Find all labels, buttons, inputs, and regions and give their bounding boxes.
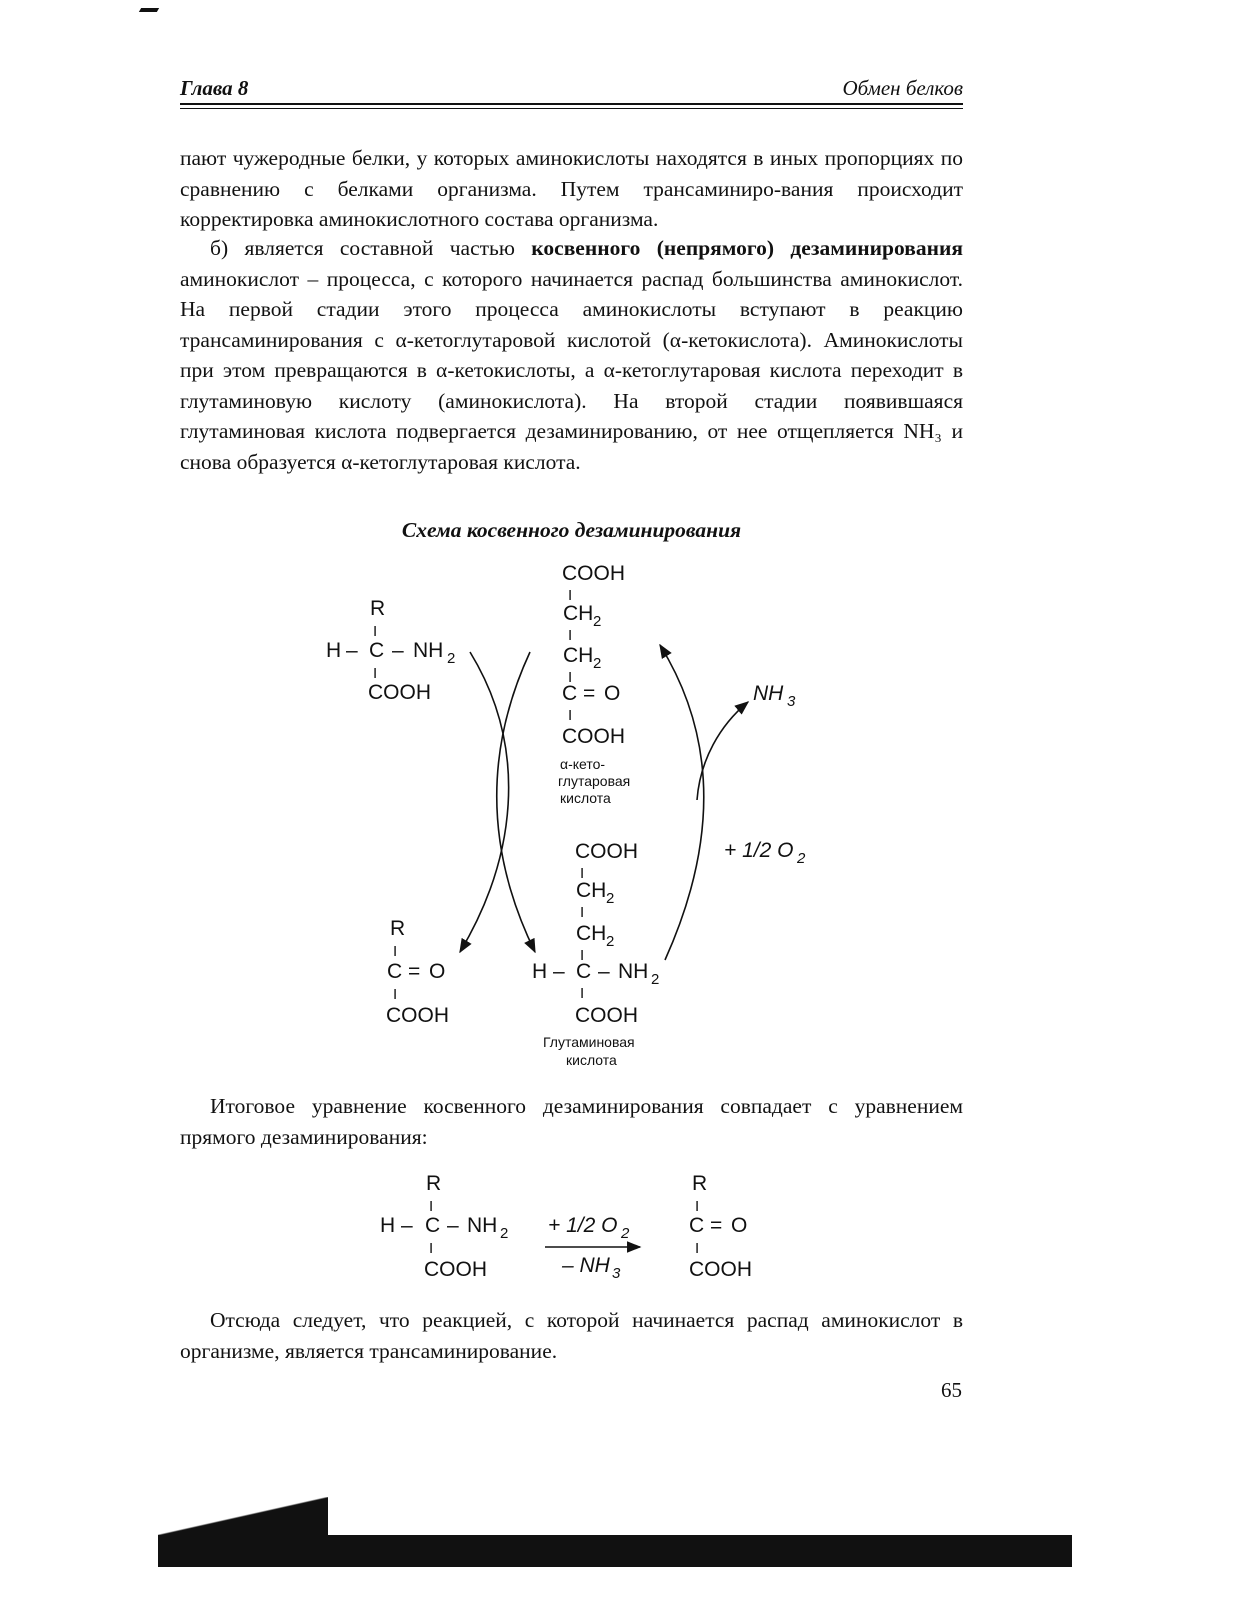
svg-text:NH: NH — [413, 639, 444, 662]
svg-text:I: I — [429, 1240, 434, 1257]
svg-text:–: – — [598, 960, 610, 983]
scan-edge-bar — [158, 1535, 1072, 1567]
svg-text:=: = — [408, 960, 421, 983]
svg-text:2: 2 — [593, 655, 602, 672]
page-number: 65 — [941, 1378, 962, 1402]
svg-text:I: I — [568, 627, 573, 644]
svg-text:NH: NH — [753, 682, 784, 705]
svg-text:I: I — [695, 1198, 700, 1215]
svg-text:–: – — [447, 1214, 459, 1237]
arrow-nh3-release — [697, 702, 748, 800]
paragraph-conclusion: Отсюда следует, что реакцией, с которой начинается распад аминокислот в организме, является трансаминирование. — [180, 1308, 963, 1363]
glutamate-formula — [532, 840, 659, 1027]
svg-text:C: C — [562, 682, 578, 705]
svg-text:+ 1/2 O: + 1/2 O — [724, 839, 794, 862]
svg-text:2: 2 — [797, 850, 806, 867]
svg-text:кислота: кислота — [566, 1052, 617, 1068]
nh3-label — [753, 682, 796, 710]
svg-text:I: I — [373, 623, 378, 640]
svg-text:O: O — [731, 1214, 748, 1237]
glutamate-caption — [543, 1034, 635, 1068]
alpha-ketoglutarate-caption — [558, 756, 630, 806]
svg-text:O: O — [604, 682, 621, 705]
svg-text:COOH: COOH — [562, 725, 625, 748]
svg-text:I: I — [568, 587, 573, 604]
alpha-ketoglutarate-formula — [562, 562, 625, 748]
svg-text:CH: CH — [576, 879, 607, 902]
svg-text:CH: CH — [563, 602, 594, 625]
svg-text:I: I — [393, 943, 398, 960]
paragraph-body: аминокислот – процесса, с которого начинается распад большинства аминокислот. На первой стадии этого процесса аминокислоты вступают в реакцию трансаминирования с α-кетоглутаровой кислотой (α-кетокислота). Аминокислоты при этом превращаются в α-кетокислоты, а α-кетоглутаровая кислота переходит в глутаминовую кислоту (аминокислота). На второй стадии появившаяся глутаминовая кислота подвергается дезаминированию, от нее отщепляется NH₃ и снова образуется α-кетоглутаровая кислота. — [180, 266, 963, 474]
svg-text:C: C — [369, 639, 385, 662]
equation-product — [689, 1172, 752, 1281]
amino-acid-formula — [326, 597, 455, 704]
svg-text:–: – — [553, 960, 565, 983]
svg-text:+ 1/2 O: + 1/2 O — [548, 1214, 618, 1237]
svg-text:NH: NH — [618, 960, 649, 983]
svg-text:C: C — [425, 1214, 441, 1237]
keto-acid-formula — [386, 917, 449, 1027]
term-indirect-deamination: косвенного (непрямого) дезаминирования — [531, 236, 963, 260]
scheme-title: Схема косвенного дезаминирования — [401, 518, 742, 542]
arrow-glutamate-to-ketoglutarate — [660, 645, 704, 960]
paragraph-lead: б) является составной частью — [210, 236, 532, 260]
svg-text:COOH: COOH — [386, 1004, 449, 1027]
svg-text:I: I — [373, 665, 378, 682]
svg-text:I: I — [568, 669, 573, 686]
svg-text:2: 2 — [621, 1225, 630, 1242]
svg-text:I: I — [580, 947, 585, 964]
svg-text:3: 3 — [612, 1265, 621, 1282]
svg-text:C: C — [689, 1214, 705, 1237]
svg-text:H: H — [326, 639, 342, 662]
svg-text:R: R — [426, 1172, 442, 1195]
svg-text:R: R — [390, 917, 406, 940]
svg-text:2: 2 — [606, 890, 615, 907]
svg-text:COOH: COOH — [575, 840, 638, 863]
oxygen-label — [724, 839, 806, 867]
svg-text:CH: CH — [576, 922, 607, 945]
svg-text:=: = — [710, 1214, 723, 1237]
svg-text:–: – — [401, 1214, 413, 1237]
svg-text:R: R — [692, 1172, 708, 1195]
svg-text:2: 2 — [651, 971, 660, 988]
svg-text:2: 2 — [606, 933, 615, 950]
svg-text:I: I — [580, 985, 585, 1002]
svg-text:I: I — [580, 865, 585, 882]
equation-reactant — [380, 1172, 508, 1281]
svg-text:–: – — [392, 639, 404, 662]
svg-text:H: H — [380, 1214, 396, 1237]
section-label: Обмен белков — [842, 76, 963, 100]
svg-text:H: H — [532, 960, 548, 983]
svg-text:C: C — [576, 960, 592, 983]
paragraph-summary-equation: Итоговое уравнение косвенного дезаминирования совпадает с уравнением прямого дезаминирования: — [180, 1094, 963, 1149]
svg-text:α-кето-: α-кето- — [560, 756, 606, 772]
svg-text:O: O — [429, 960, 446, 983]
paragraph-transamination-continued: пают чужеродные белки, у которых аминокислоты находятся в иных пропорциях по сравнению с белками организма. Путем трансаминиро-вания происходит корректировка аминокислотного состава организма. — [180, 146, 963, 231]
svg-text:I: I — [429, 1198, 434, 1215]
svg-text:2: 2 — [593, 613, 602, 630]
svg-text:COOH: COOH — [562, 562, 625, 585]
svg-text:COOH: COOH — [689, 1258, 752, 1281]
svg-text:I: I — [580, 904, 585, 921]
svg-text:3: 3 — [787, 693, 796, 710]
svg-text:I: I — [393, 986, 398, 1003]
svg-text:Глутаминовая: Глутаминовая — [543, 1034, 635, 1050]
svg-text:NH: NH — [467, 1214, 498, 1237]
svg-text:2: 2 — [447, 650, 456, 667]
svg-text:I: I — [568, 707, 573, 724]
arrow-ketoglutarate-to-glutamate — [497, 652, 535, 952]
svg-text:кислота: кислота — [560, 790, 611, 806]
equation-conditions — [545, 1214, 640, 1282]
svg-text:COOH: COOH — [575, 1004, 638, 1027]
svg-text:I: I — [695, 1240, 700, 1257]
svg-text:– NH: – NH — [562, 1254, 610, 1277]
svg-text:COOH: COOH — [368, 681, 431, 704]
svg-text:COOH: COOH — [424, 1258, 487, 1281]
svg-text:C: C — [387, 960, 403, 983]
arrow-amino-to-keto — [460, 652, 509, 952]
svg-text:2: 2 — [500, 1225, 509, 1242]
svg-text:CH: CH — [563, 644, 594, 667]
svg-text:=: = — [583, 682, 596, 705]
chapter-label: Глава 8 — [180, 76, 249, 100]
svg-text:–: – — [346, 639, 358, 662]
svg-text:глутаровая: глутаровая — [558, 773, 631, 789]
svg-text:R: R — [370, 597, 386, 620]
